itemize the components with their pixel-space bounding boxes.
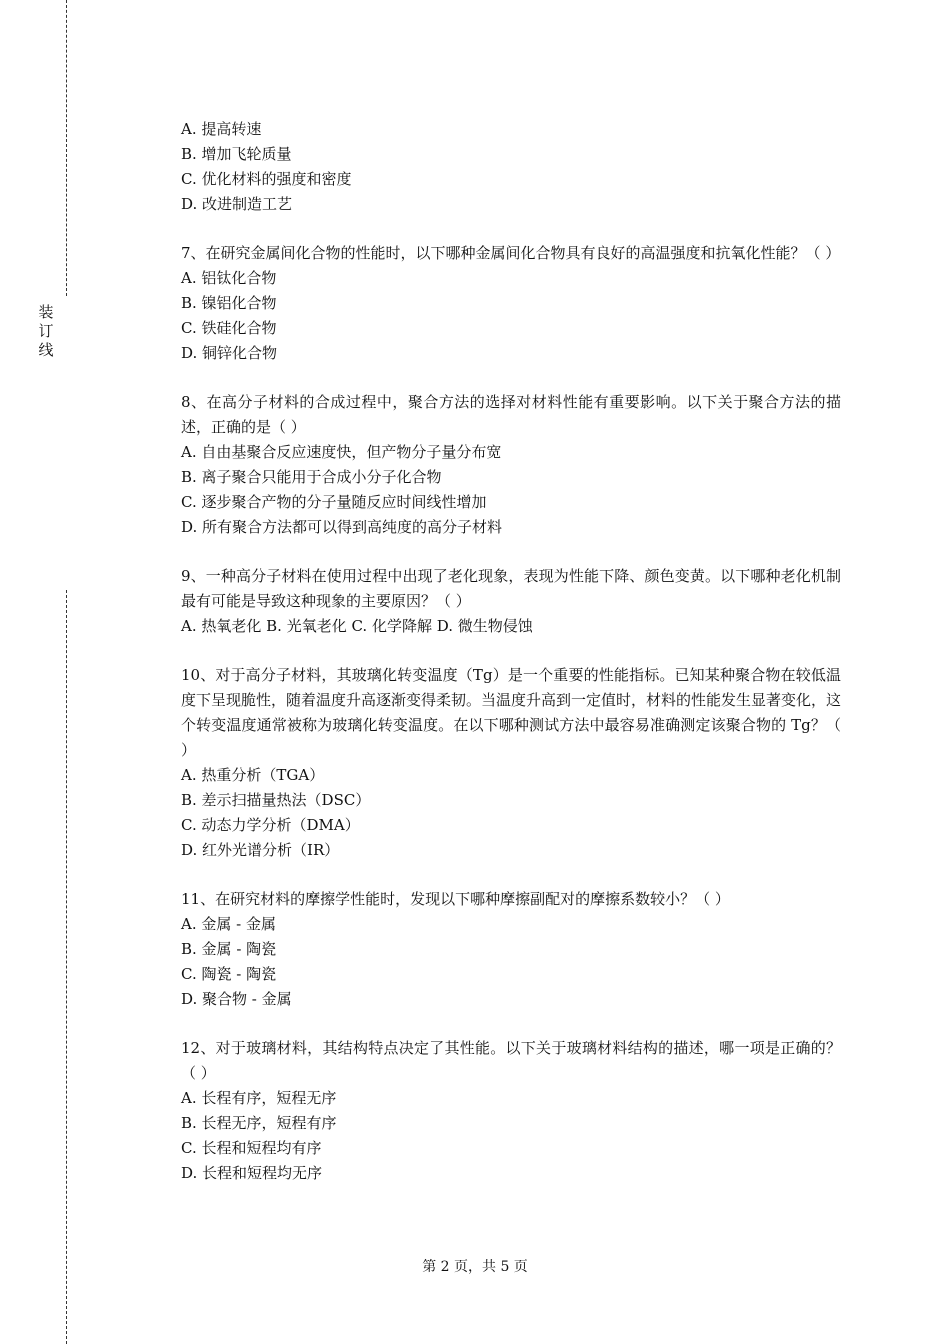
option-d: D. 所有聚合方法都可以得到高纯度的高分子材料 [181, 518, 503, 536]
option-c: C. 动态力学分析（DMA） [181, 816, 360, 834]
question-12 [181, 1036, 841, 1186]
page-number: 第 2 页，共 5 页 [422, 1259, 528, 1275]
binding-char: 订 [38, 322, 54, 340]
question-stem: 8、在高分子材料的合成过程中，聚合方法的选择对材料性能有重要影响。以下关于聚合方法的描述，正确的是（ ） [181, 393, 841, 436]
option-d: D. 聚合物 - 金属 [181, 990, 292, 1008]
question-11 [181, 887, 841, 1012]
binding-char: 线 [38, 341, 54, 359]
option-d: D. 改进制造工艺 [181, 195, 293, 213]
options-inline: A. 热氧老化 B. 光氧老化 C. 化学降解 D. 微生物侵蚀 [181, 617, 533, 635]
option-d: D. 铜锌化合物 [181, 344, 278, 362]
option-b: B. 金属 - 陶瓷 [181, 940, 277, 958]
question-10 [181, 663, 841, 863]
option-b: B. 差示扫描量热法（DSC） [181, 791, 371, 809]
option-b: B. 镍铝化合物 [181, 294, 277, 312]
option-c: C. 优化材料的强度和密度 [181, 170, 352, 188]
question-7 [181, 241, 841, 366]
option-c: C. 长程和短程均有序 [181, 1139, 322, 1157]
option-b: B. 增加飞轮质量 [181, 145, 292, 163]
question-stem: 11、在研究材料的摩擦学性能时，发现以下哪种摩擦副配对的摩擦系数较小？（ ） [181, 890, 730, 908]
option-c: C. 铁硅化合物 [181, 319, 277, 337]
binding-label [36, 303, 56, 360]
binding-line-bottom [66, 590, 67, 1344]
option-a: A. 铝钛化合物 [181, 269, 277, 287]
binding-char: 装 [38, 303, 54, 321]
question-stem: 9、一种高分子材料在使用过程中出现了老化现象，表现为性能下降、颜色变黄。以下哪种老化机制最有可能是导致这种现象的主要原因？（ ） [181, 567, 841, 610]
question-8 [181, 390, 841, 540]
question-stem: 10、对于高分子材料，其玻璃化转变温度（Tg）是一个重要的性能指标。已知某种聚合物在较低温度下呈现脆性，随着温度升高逐渐变得柔韧。当温度升高到一定值时，材料的性能发生显著变化，这个转变温度通常被称为玻璃化转变温度。在以下哪种测试方法中最容易准确测定该聚合物的 Tg？（ ） [181, 666, 842, 759]
question-stem: 7、在研究金属间化合物的性能时，以下哪种金属间化合物具有良好的高温强度和抗氧化性能？（ ） [181, 244, 841, 262]
question-list [181, 117, 841, 1210]
question-9 [181, 564, 841, 639]
option-b: B. 长程无序，短程有序 [181, 1114, 337, 1132]
option-a: A. 提高转速 [181, 120, 262, 138]
binding-line-top [66, 0, 67, 296]
option-d: D. 长程和短程均无序 [181, 1164, 323, 1182]
option-c: C. 逐步聚合产物的分子量随反应时间线性增加 [181, 493, 487, 511]
option-a: A. 金属 - 金属 [181, 915, 276, 933]
option-a: A. 自由基聚合反应速度快，但产物分子量分布宽 [181, 443, 502, 461]
question-6-continued [181, 117, 841, 217]
option-d: D. 红外光谱分析（IR） [181, 841, 340, 859]
question-stem: 12、对于玻璃材料，其结构特点决定了其性能。以下关于玻璃材料结构的描述，哪一项是正确的？（ ） [181, 1039, 841, 1082]
option-c: C. 陶瓷 - 陶瓷 [181, 965, 277, 983]
option-a: A. 热重分析（TGA） [181, 766, 325, 784]
option-b: B. 离子聚合只能用于合成小分子化合物 [181, 468, 442, 486]
option-a: A. 长程有序，短程无序 [181, 1089, 337, 1107]
